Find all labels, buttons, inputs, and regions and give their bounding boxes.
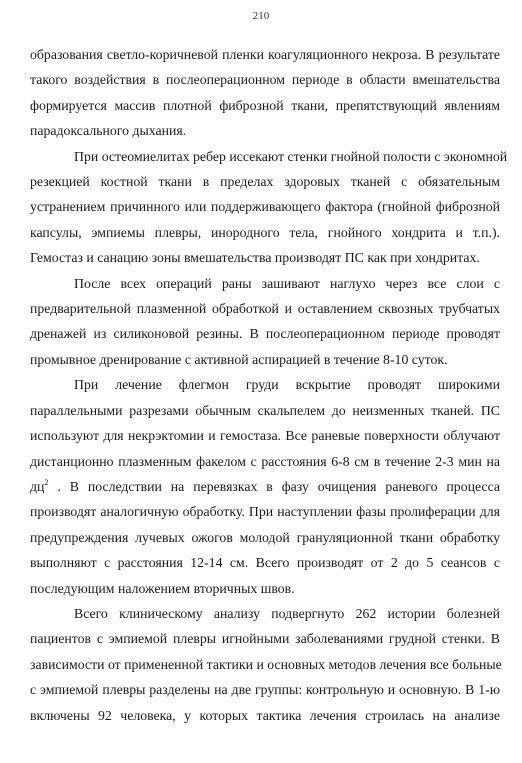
text-line: зависимости от примененной тактики и основных методов лечения все больные <box>30 656 502 672</box>
text-line: дистанционно плазменным факелом с расстояния 6-8 см в течение 2-3 мин на <box>30 453 500 469</box>
text-line: предварительной плазменной обработкой и оставлением сквозных трубчатых <box>30 301 500 317</box>
text-line: последующим наложением вторичных швов. <box>30 580 295 596</box>
text-line: При лечение флегмон груди вскрытие проводят широкими <box>74 377 500 393</box>
unit-exponent: 2 <box>44 477 49 487</box>
paragraph-1 <box>30 42 500 144</box>
text-line: параллельными разрезами обычным скальпелем до неизменных тканей. ПС <box>30 402 500 418</box>
paragraph-3 <box>30 271 500 373</box>
unit-text: дц <box>30 478 45 494</box>
text-line: пациентов с эмпиемой плевры игнойными заболеваниями грудной стенки. В <box>30 631 500 647</box>
line-rest: . В последствии на перевязках в фазу очищения раневого процесса <box>48 478 500 494</box>
text-line: формируется массив плотной фиброзной ткани, препятствующий явлениям <box>30 97 500 113</box>
text-line: парадоксального дыхания. <box>30 123 187 139</box>
text-line: После всех операций раны зашивают наглухо через все слои с <box>74 275 500 291</box>
text-line: предупреждения лучевых ожогов молодой грануляционной ткани обработку <box>30 529 500 545</box>
text-line-with-unit <box>30 474 500 499</box>
text-line: резекцией костной ткани в пределах здоровых тканей с обязательным <box>30 174 500 190</box>
text-line: такого воздействия в послеоперационном периоде в области вмешательства <box>30 72 500 88</box>
text-line: Гемостаз и санацию зоны вмешательства производят ПС как при хондритах. <box>30 250 480 266</box>
text-line: с эмпиемой плевры разделены на две группы: контрольную и основную. В 1-ю <box>30 682 500 698</box>
text-line: устранением причинного или поддерживающего фактора (гнойной фиброзной <box>30 199 500 215</box>
text-line: производят аналогичную обработку. При наступлении фазы пролиферации для <box>30 504 500 520</box>
text-line: используют для некрэктомии и гемостаза. Все раневые поверхности облучают <box>30 428 500 444</box>
page-number: 210 <box>252 10 270 22</box>
text-line: При остеомиелитах ребер иссекают стенки гнойной полости с экономной <box>74 148 508 164</box>
text-line: промывное дренирование с активной аспирацией в течение 8-10 суток. <box>30 351 448 367</box>
paragraph-4 <box>30 372 500 601</box>
paragraph-2 <box>30 144 508 271</box>
text-line: выполняют с расстояния 12-14 см. Всего производят от 2 до 5 сеансов с <box>30 555 500 571</box>
text-line: включены 92 человека, у которых тактика лечения строилась на анализе <box>30 707 500 723</box>
document-body <box>30 42 508 728</box>
text-line: дренажей из силиконовой резины. В послеоперационном периоде проводят <box>30 326 500 342</box>
text-line: образования светло-коричневой пленки коагуляционного некроза. В результате <box>30 47 500 62</box>
paragraph-5 <box>30 601 500 728</box>
text-line: Всего клиническому анализу подвергнуто 262 истории болезней <box>74 605 500 621</box>
text-line: капсулы, эмпиемы плевры, инородного тела, гнойного хондрита и т.п.). <box>30 224 500 240</box>
